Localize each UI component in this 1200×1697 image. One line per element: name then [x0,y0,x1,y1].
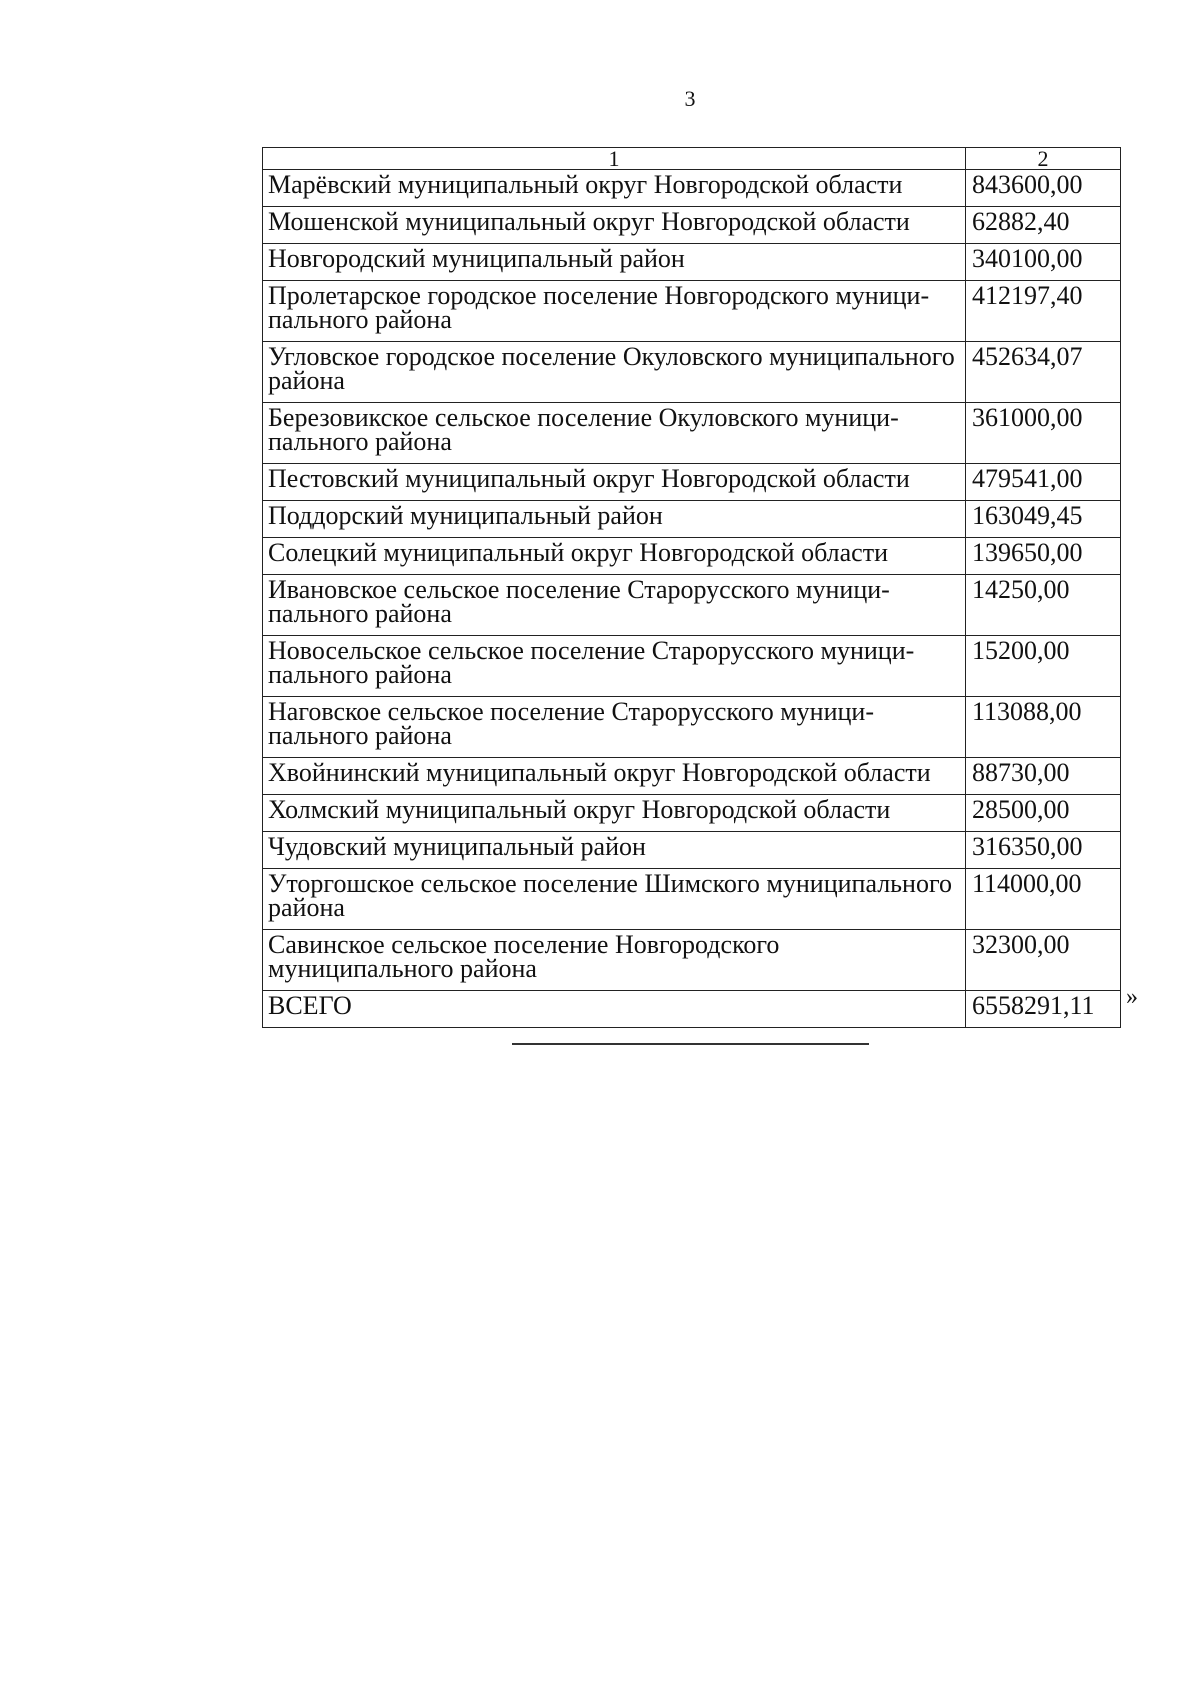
table-row [263,869,1121,930]
column-header-2: 2 [966,148,1121,170]
amount-value: 163049,45 [966,501,1121,538]
municipality-name: Чудовский муниципальный район [263,832,966,869]
municipality-name: Хвойнинский муниципальный округ Новгородской области [263,758,966,795]
amount-value: 361000,00 [966,403,1121,464]
amount-value: 88730,00 [966,758,1121,795]
amount-value: 28500,00 [966,795,1121,832]
total-label: ВСЕГО [263,991,966,1028]
table-header-row [263,148,1121,170]
amount-value: 62882,40 [966,207,1121,244]
municipality-name: Уторгошское сельское поселение Шимского муниципального района [263,869,966,930]
closing-quote: » [1126,984,1138,1010]
table-row [263,501,1121,538]
amount-value: 32300,00 [966,930,1121,991]
amount-value: 113088,00 [966,697,1121,758]
table-row [263,244,1121,281]
table-row [263,636,1121,697]
municipality-name: Пролетарское городское поселение Новгородского муници-пального района [263,281,966,342]
municipality-name: Ивановское сельское поселение Старорусского муници-пального района [263,575,966,636]
municipality-name: Савинское сельское поселение Новгородского муниципального района [263,930,966,991]
page-number: 3 [684,86,696,111]
amount-value: 114000,00 [966,869,1121,930]
table-row [263,575,1121,636]
municipality-name: Поддорский муниципальный район [263,501,966,538]
amount-value: 14250,00 [966,575,1121,636]
amount-value: 340100,00 [966,244,1121,281]
municipality-name: Марёвский муниципальный округ Новгородской области [263,170,966,207]
table-row [263,207,1121,244]
municipality-name: Солецкий муниципальный округ Новгородской области [263,538,966,575]
amount-value: 412197,40 [966,281,1121,342]
municipality-name: Новгородский муниципальный район [263,244,966,281]
municipality-name: Пестовский муниципальный округ Новгородской области [263,464,966,501]
municipality-name: Новосельское сельское поселение Старорусского муници-пального района [263,636,966,697]
table-row [263,795,1121,832]
budget-allocation-table [262,147,1121,1028]
amount-value: 452634,07 [966,342,1121,403]
municipality-name: Холмский муниципальный округ Новгородской области [263,795,966,832]
end-separator-line [512,1043,869,1045]
municipality-name: Мошенской муниципальный округ Новгородской области [263,207,966,244]
table-row [263,697,1121,758]
table-row [263,342,1121,403]
total-row [263,991,1121,1028]
table-row [263,281,1121,342]
table-row [263,464,1121,501]
municipality-name: Березовикское сельское поселение Окуловского муници-пального района [263,403,966,464]
table-row [263,170,1121,207]
total-value: 6558291,11 [966,991,1121,1028]
column-header-1: 1 [263,148,966,170]
amount-value: 316350,00 [966,832,1121,869]
table-row [263,403,1121,464]
table-row [263,832,1121,869]
table-row [263,538,1121,575]
table-row [263,930,1121,991]
amount-value: 479541,00 [966,464,1121,501]
municipality-name: Наговское сельское поселение Старорусского муници-пального района [263,697,966,758]
table-row [263,758,1121,795]
amount-value: 15200,00 [966,636,1121,697]
amount-value: 843600,00 [966,170,1121,207]
municipality-name: Угловское городское поселение Окуловского муниципального района [263,342,966,403]
amount-value: 139650,00 [966,538,1121,575]
